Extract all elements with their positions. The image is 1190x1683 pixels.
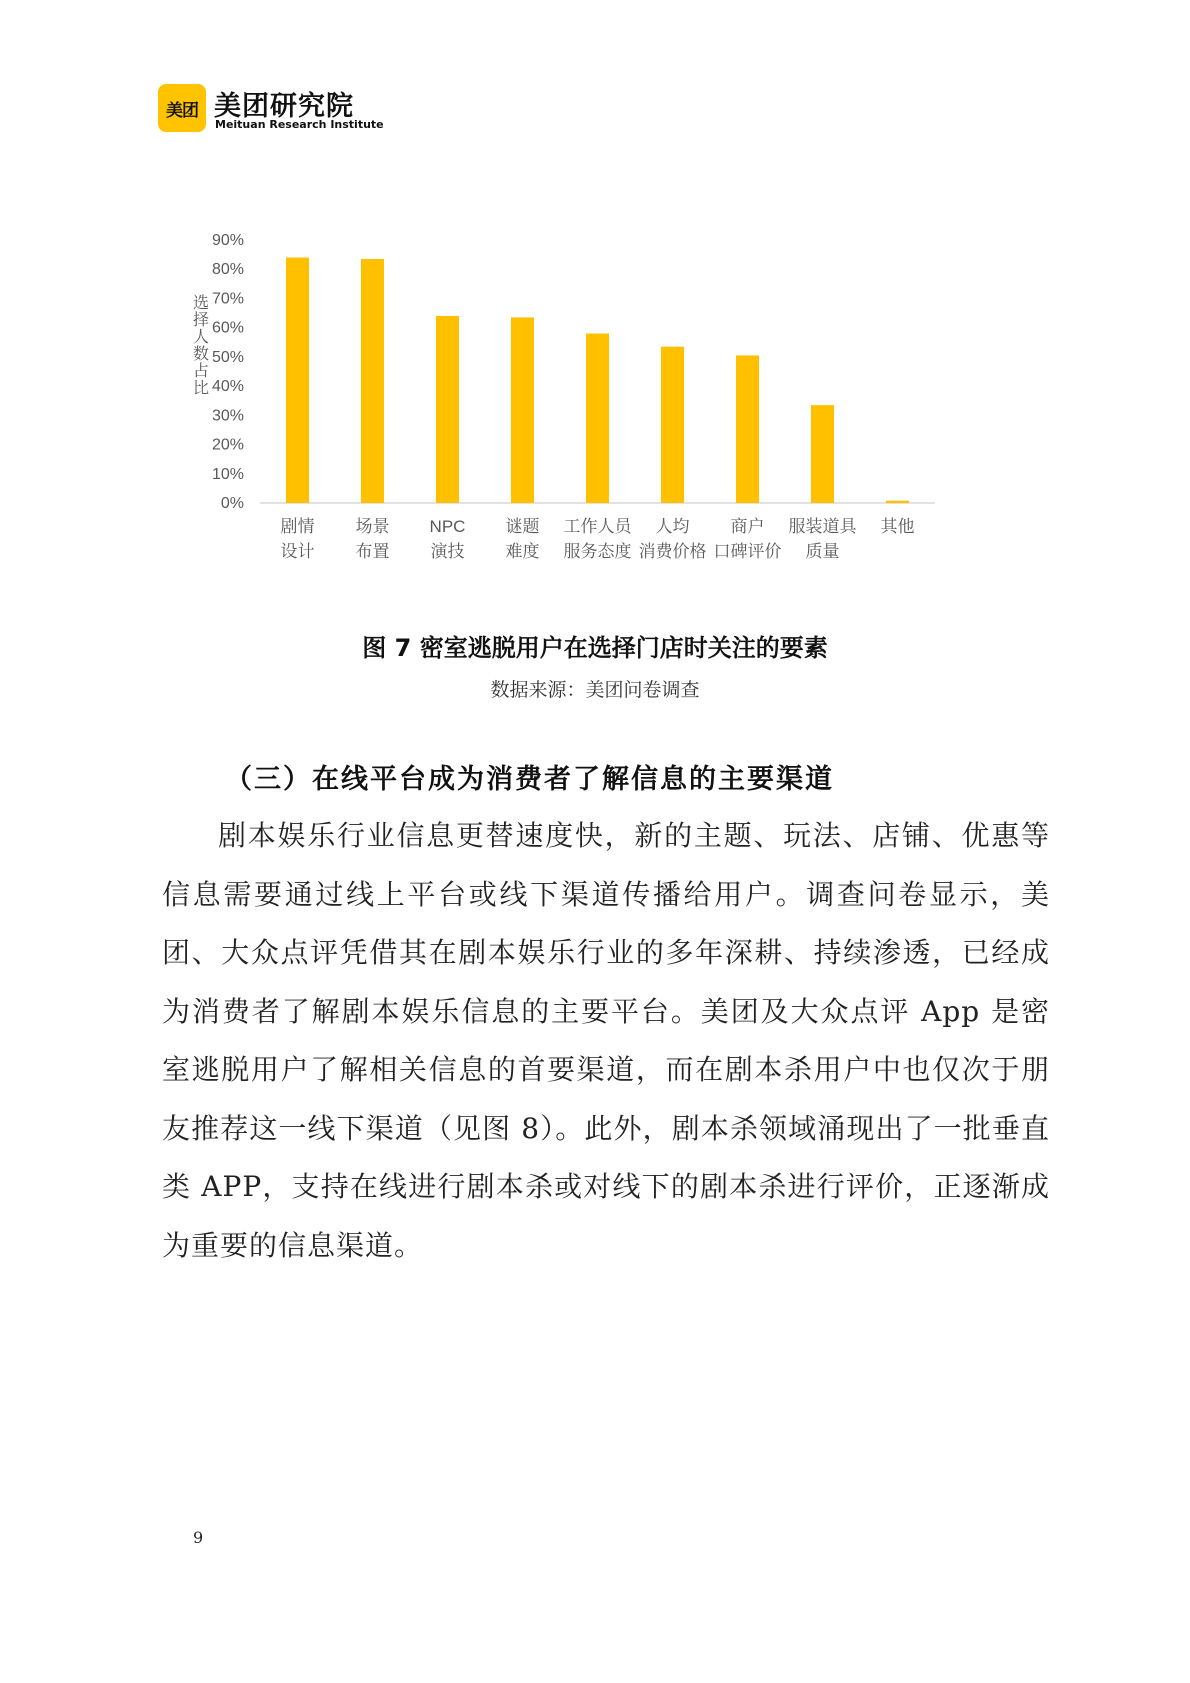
y-tick-label: 50% [211, 348, 244, 366]
y-axis-label-char: 选 [192, 295, 210, 312]
page-number: 9 [193, 1528, 204, 1547]
x-tick-label: 剧情 [280, 517, 315, 536]
y-tick-label: 90% [211, 232, 244, 249]
x-tick-label: 工作人员 [563, 517, 632, 536]
bar [361, 259, 384, 503]
bar [436, 316, 459, 503]
x-tick-label: 布置 [355, 542, 390, 561]
y-axis-label-char: 比 [192, 380, 210, 397]
x-tick-label: 消费价格 [638, 542, 707, 561]
y-axis-label-char: 占 [192, 363, 210, 380]
x-tick-label: NPC [429, 517, 466, 536]
y-tick-label: 30% [211, 407, 244, 425]
logo-badge: 美团 [158, 84, 206, 132]
y-axis-label-char: 数 [192, 346, 210, 363]
body-paragraph: 剧本娱乐行业信息更替速度快，新的主题、玩法、店铺、优惠等信息需要通过线上平台或线下渠道传播给用户。调查问卷显示，美团、大众点评凭借其在剧本娱乐行业的多年深耕、持续渗透，已经成为消费者了解剧本娱乐信息的主要平台。美团及大众点评 App 是密室逃脱用户了解相关信息的首要渠道，而在剧本杀用户中也仅次于朋友推荐这一线下渠道（见图 8）。此外，剧本杀领域涌现出了一批垂直类 APP，支持在线进行剧本杀或对线下的剧本杀进行评价，正逐渐成为重要的信息渠道。 [162, 819, 1050, 1262]
x-tick-label: 服装道具 [788, 517, 857, 536]
y-axis-label-char: 择 [192, 312, 210, 329]
bar [586, 334, 609, 503]
x-tick-label: 难度 [505, 542, 540, 561]
y-tick-label: 40% [211, 378, 244, 396]
bar [736, 355, 759, 503]
section-heading: （三）在线平台成为消费者了解信息的主要渠道 [225, 764, 834, 795]
x-tick-label: 其他 [880, 517, 915, 536]
x-tick-label: 服务态度 [563, 542, 632, 561]
y-tick-label: 80% [211, 261, 244, 279]
figure-source: 数据来源：美团问卷调查 [490, 679, 700, 701]
x-tick-label: 谜题 [505, 517, 540, 536]
bar [286, 258, 309, 503]
x-tick-label: 设计 [280, 542, 315, 561]
y-tick-label: 0% [220, 495, 244, 512]
bar [511, 317, 534, 503]
x-tick-label: 演技 [430, 542, 465, 561]
x-tick-label: 质量 [805, 542, 840, 561]
bar-chart [190, 220, 1010, 590]
logo-title: 美团研究院 [214, 91, 354, 122]
y-tick-label: 20% [211, 436, 244, 454]
x-tick-label: 口碑评价 [713, 542, 782, 561]
logo-subtitle: Meituan Research Institute [215, 118, 384, 131]
figure-caption: 图 7 密室逃脱用户在选择门店时关注的要素 [362, 634, 828, 662]
y-tick-label: 70% [211, 290, 244, 308]
bar [811, 405, 834, 503]
y-axis-label-char: 人 [192, 329, 210, 346]
bar [886, 501, 909, 503]
x-tick-label: 场景 [355, 517, 390, 536]
bar [661, 347, 684, 503]
y-tick-label: 10% [211, 465, 244, 483]
x-tick-label: 商户 [730, 517, 765, 536]
x-tick-label: 人均 [655, 517, 690, 536]
y-tick-label: 60% [211, 319, 244, 337]
logo [158, 84, 384, 136]
